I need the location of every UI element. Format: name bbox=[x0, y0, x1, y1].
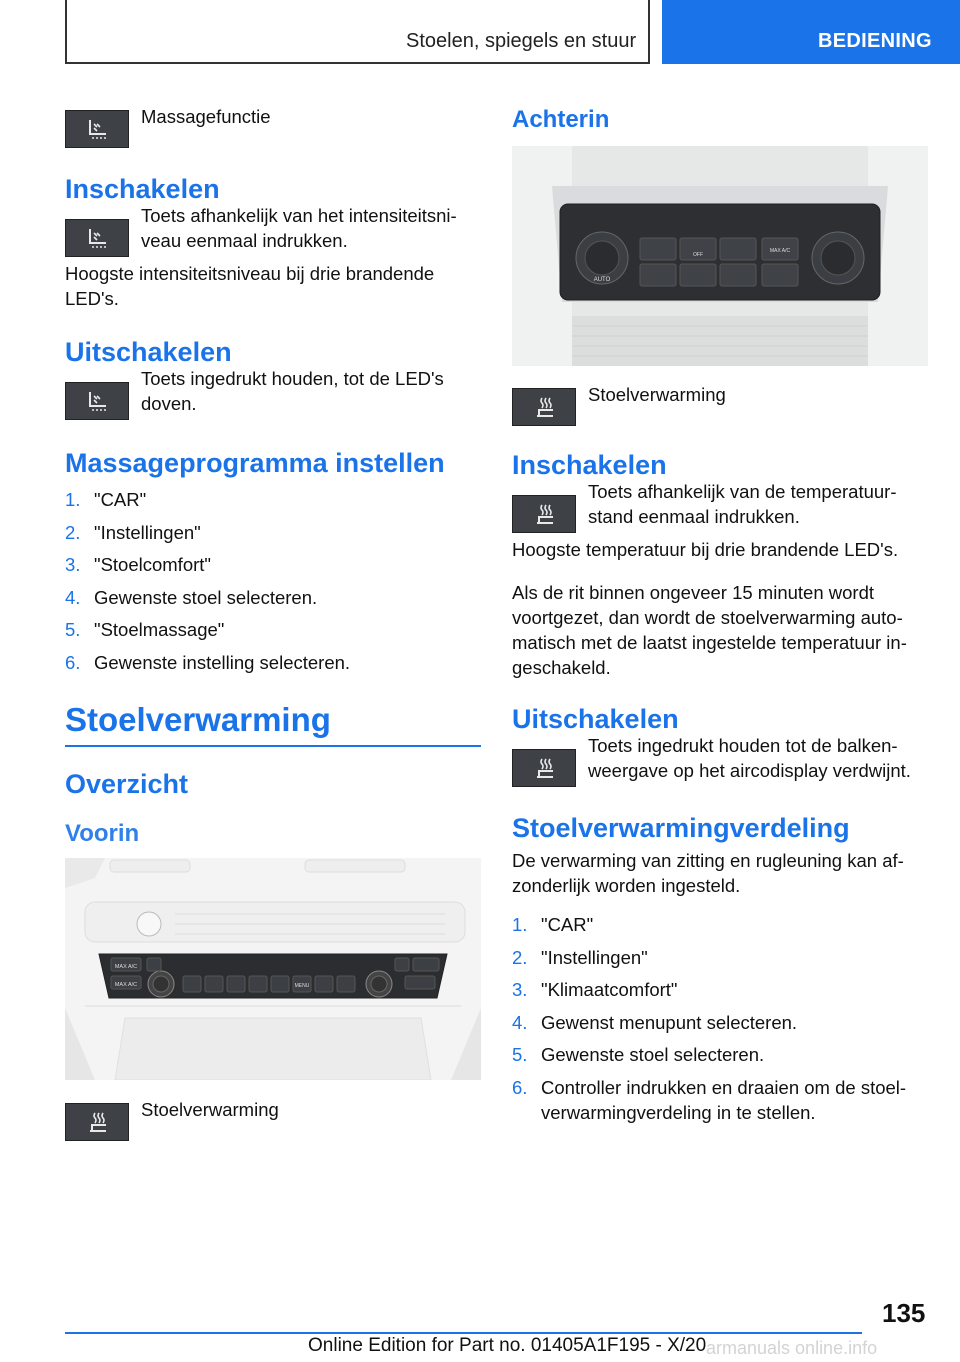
massage-button-icon bbox=[65, 382, 129, 420]
front-heat-icon-label: Stoelverwarming bbox=[141, 1098, 279, 1120]
list-item: 6. Gewenste instelling selecteren. bbox=[65, 651, 351, 673]
rear-heading: Achterin bbox=[512, 106, 610, 133]
massage-icon-row bbox=[65, 96, 481, 148]
rear-climate-panel-image bbox=[512, 146, 928, 366]
rear-panel-label: MAX A/C bbox=[769, 248, 791, 254]
list-item: 4. Gewenst menupunt selecteren. bbox=[512, 1011, 798, 1033]
distribution-heading: Stoelverwarmingverdeling bbox=[512, 813, 850, 843]
right-on-note: Hoogste temperatuur bij drie brandende LED's. bbox=[512, 539, 899, 560]
front-panel-label: MAX A/C bbox=[114, 981, 138, 988]
list-item: 6. Controller indrukken en draaien om de stoel-verwarmingverdeling in te stellen. bbox=[512, 1076, 907, 1123]
right-on-text: Toets afhankelijk van de temperatuur-stand eenmaal indrukken. bbox=[588, 481, 897, 527]
section-rule bbox=[65, 745, 481, 747]
seat-heating-icon bbox=[531, 755, 559, 783]
front-climate-panel-image bbox=[65, 858, 481, 1080]
left-off-text: Toets ingedrukt houden, tot de LED's doven. bbox=[141, 368, 444, 414]
left-on-note: Hoogste intensiteitsniveau bij drie brandende LED's. bbox=[65, 263, 435, 309]
distribution-steps bbox=[512, 912, 928, 1125]
right-on-row bbox=[512, 479, 928, 533]
list-item: 1. "CAR" bbox=[65, 489, 147, 510]
footer-edition: Online Edition for Part no. 01405A1F195 - X/20 bbox=[308, 1335, 707, 1356]
left-on-text: Toets afhankelijk van het intensiteitsni-veau eenmaal indrukken. bbox=[141, 205, 457, 251]
front-console-photo bbox=[65, 858, 481, 1080]
page-number: 135 bbox=[882, 1298, 926, 1328]
right-off-row bbox=[512, 733, 928, 787]
massage-seat-icon bbox=[84, 225, 112, 253]
massage-seat-icon bbox=[84, 116, 112, 144]
left-off-row bbox=[65, 366, 481, 420]
rear-console-photo bbox=[512, 146, 928, 366]
list-item: 5. Gewenste stoel selecteren. bbox=[512, 1044, 765, 1065]
front-panel-label: MAX A/C bbox=[114, 963, 138, 970]
distribution-text: De verwarming van zitting en rugleuning kan af-zonderlijk worden ingesteld. bbox=[512, 850, 904, 896]
front-panel-label: MENU bbox=[294, 982, 310, 989]
massage-icon-label: Massagefunctie bbox=[141, 106, 271, 127]
rear-heat-icon-label: Stoelverwarming bbox=[588, 384, 726, 405]
left-on-row bbox=[65, 203, 481, 257]
front-heading: Voorin bbox=[65, 819, 140, 847]
footer-rule bbox=[65, 1332, 862, 1334]
seat-heating-button-icon bbox=[65, 1103, 129, 1141]
list-item: 3. "Stoelcomfort" bbox=[65, 554, 211, 575]
list-item: 5. "Stoelmassage" bbox=[65, 619, 225, 640]
right-off-text: Toets ingedrukt houden tot de balken-weergave op het aircodisplay verdwijnt. bbox=[588, 735, 911, 781]
seat-heating-icon bbox=[84, 1109, 112, 1137]
seat-heating-button-icon bbox=[512, 495, 576, 533]
massage-button-icon bbox=[65, 110, 129, 148]
header-section-title: Stoelen, spiegels en stuur bbox=[406, 30, 637, 52]
right-on-note-2: Als de rit binnen ongeveer 15 minuten wordt voortgezet, dan wordt de stoelverwarming auto-matisch met de laatst ingestelde temperatuur in-geschakeld. bbox=[512, 582, 907, 678]
footer-watermark: armanuals online.info bbox=[706, 1338, 878, 1358]
header-chapter-tab[interactable] bbox=[662, 0, 960, 64]
section-title: Stoelverwarming bbox=[65, 700, 331, 738]
massage-button-icon bbox=[65, 219, 129, 257]
seat-heating-button-icon bbox=[512, 749, 576, 787]
list-item: 1. "CAR" bbox=[512, 914, 594, 935]
front-heat-icon-row bbox=[65, 1087, 481, 1141]
list-item: 4. Gewenste stoel selecteren. bbox=[65, 586, 318, 608]
list-item: 2. "Instellingen" bbox=[65, 521, 201, 543]
seat-heating-icon bbox=[531, 394, 559, 422]
seat-heating-button-icon bbox=[512, 388, 576, 426]
rear-panel-label: AUTO bbox=[593, 277, 611, 283]
list-item: 2. "Instellingen" bbox=[512, 946, 648, 968]
overview-heading: Overzicht bbox=[65, 768, 189, 799]
massage-seat-icon bbox=[84, 388, 112, 416]
left-on-heading: Inschakelen bbox=[65, 174, 220, 204]
right-off-heading: Uitschakelen bbox=[512, 704, 679, 734]
left-column bbox=[65, 96, 481, 1141]
rear-panel-label: OFF bbox=[693, 252, 703, 258]
program-steps bbox=[65, 487, 481, 675]
left-off-heading: Uitschakelen bbox=[65, 337, 232, 367]
seat-heating-icon bbox=[531, 501, 559, 529]
list-item: 3. "Klimaatcomfort" bbox=[512, 979, 678, 1000]
program-heading: Massageprogramma instellen bbox=[65, 448, 445, 478]
right-column bbox=[512, 96, 928, 1132]
header-chapter-label: BEDIENING bbox=[818, 30, 932, 52]
rear-heat-icon-row bbox=[512, 372, 928, 426]
right-on-heading: Inschakelen bbox=[512, 450, 667, 480]
